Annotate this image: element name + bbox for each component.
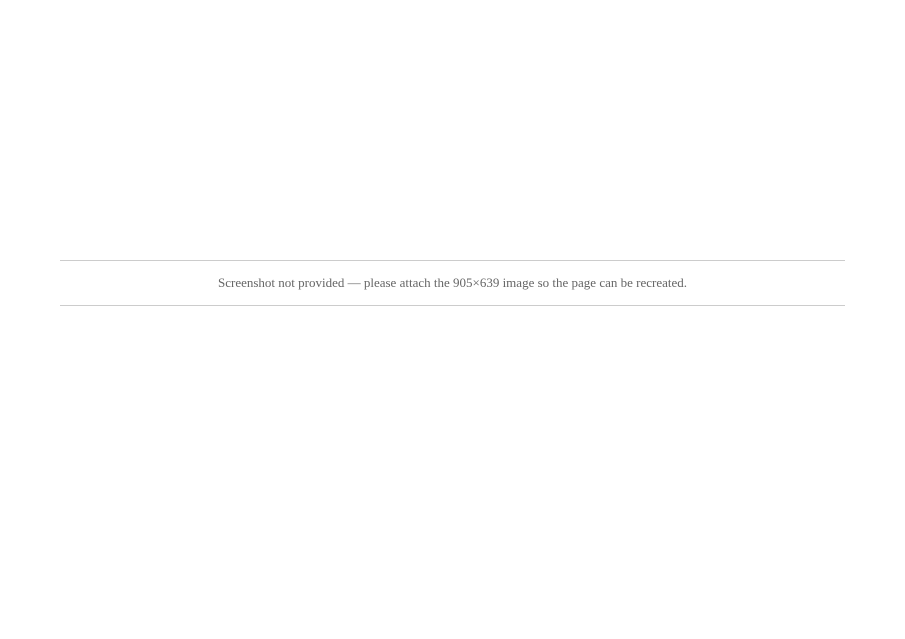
missing-image-notice: Screenshot not provided — please attach the 905×639 image so the page can be recreated. <box>60 260 845 306</box>
